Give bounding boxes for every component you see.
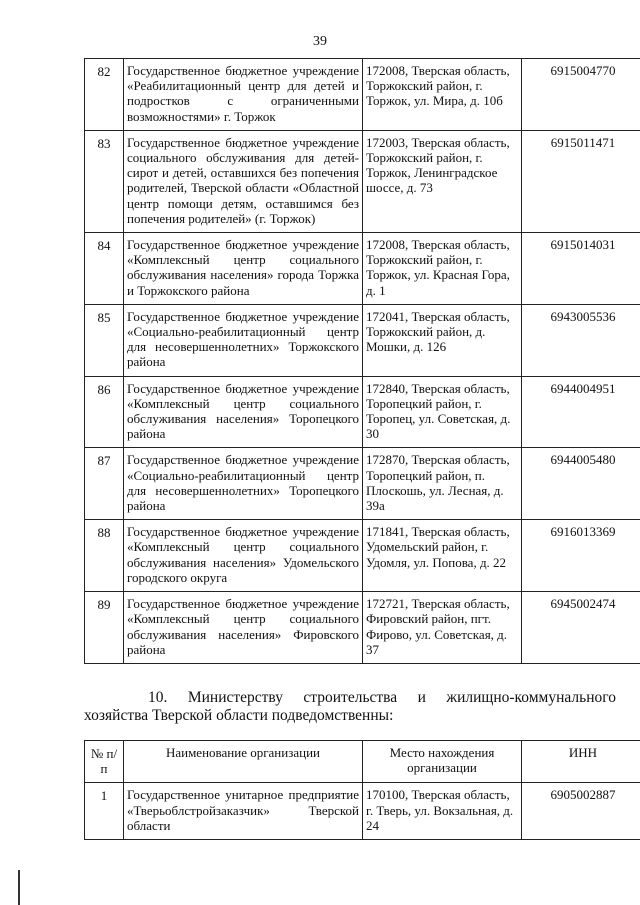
row-address: 170100, Тверская область, г. Тверь, ул. Вокзальная, д. 24 (363, 783, 522, 840)
row-number: 89 (85, 592, 124, 664)
page-number: 39 (313, 34, 327, 49)
row-organization-name: Государственное бюджетное учреждение «Социально-реабилитационный центр для несовершеннолетних» Торопецкого района (124, 448, 363, 520)
header-address: Место нахождения организации (363, 741, 522, 783)
row-address: 172008, Тверская область, Торжокский район, г. Торжок, ул. Мира, д. 10б (363, 59, 522, 131)
row-number: 83 (85, 130, 124, 232)
row-address: 172721, Тверская область, Фировский район, пгт. Фирово, ул. Советская, д. 37 (363, 592, 522, 664)
organizations-table-body (85, 59, 640, 664)
row-organization-name: Государственное бюджетное учреждение «Социально-реабилитационный центр для несовершеннолетних» Торжокского района (124, 304, 363, 376)
table-row (85, 376, 640, 448)
section-heading: 10. Министерству строительства и жилищно-коммунального хозяйства Тверской области подведомственны: (84, 689, 616, 724)
row-inn: 6945002474 (522, 592, 640, 664)
row-number: 88 (85, 520, 124, 592)
table-row (85, 783, 640, 840)
row-number: 87 (85, 448, 124, 520)
row-inn: 6944005480 (522, 448, 640, 520)
row-inn: 6905002887 (522, 783, 640, 840)
row-organization-name: Государственное бюджетное учреждение «Комплексный центр социального обслуживания населения» города Торжка и Торжокского района (124, 233, 363, 305)
row-inn: 6915011471 (522, 130, 640, 232)
row-inn: 6943005536 (522, 304, 640, 376)
row-inn: 6916013369 (522, 520, 640, 592)
header-number: № п/п (85, 741, 124, 783)
row-address: 172840, Тверская область, Торопецкий район, г. Торопец, ул. Советская, д. 30 (363, 376, 522, 448)
organizations-table (84, 58, 640, 664)
row-address: 172003, Тверская область, Торжокский район, г. Торжок, Ленинградское шоссе, д. 73 (363, 130, 522, 232)
table-row (85, 448, 640, 520)
table-row (85, 304, 640, 376)
row-organization-name: Государственное бюджетное учреждение «Комплексный центр социального обслуживания населения» Торопецкого района (124, 376, 363, 448)
table-row (85, 233, 640, 305)
row-address: 172008, Тверская область, Торжокский район, г. Торжок, ул. Красная Гора, д. 1 (363, 233, 522, 305)
row-organization-name: Государственное бюджетное учреждение «Реабилитационный центр для детей и подростков с ограниченными возможностями» г. Торжок (124, 59, 363, 131)
row-inn: 6944004951 (522, 376, 640, 448)
table-row (85, 592, 640, 664)
row-address: 172041, Тверская область, Торжокский район, д. Мошки, д. 126 (363, 304, 522, 376)
row-organization-name: Государственное унитарное предприятие «Тверьоблстройзаказчик» Тверской области (124, 783, 363, 840)
ministry-construction-table (84, 740, 640, 840)
row-organization-name: Государственное бюджетное учреждение «Комплексный центр социального обслуживания населения» Фировского района (124, 592, 363, 664)
scan-edge-mark (18, 870, 20, 905)
row-address: 171841, Тверская область, Удомельский район, г. Удомля, ул. Попова, д. 22 (363, 520, 522, 592)
row-number: 86 (85, 376, 124, 448)
header-name: Наименование организации (124, 741, 363, 783)
row-number: 84 (85, 233, 124, 305)
table-row (85, 59, 640, 131)
row-number: 1 (85, 783, 124, 840)
table-row (85, 520, 640, 592)
row-organization-name: Государственное бюджетное учреждение социального обслуживания для детей-сирот и детей, оставшихся без попечения родителей, Тверской области «Областной центр помощи детям, оставшимся без попечения родителей» (г. Торжок) (124, 130, 363, 232)
row-inn: 6915004770 (522, 59, 640, 131)
table-row (85, 130, 640, 232)
ministry-construction-table-body (85, 783, 640, 840)
row-inn: 6915014031 (522, 233, 640, 305)
header-inn: ИНН (522, 741, 640, 783)
row-number: 85 (85, 304, 124, 376)
row-address: 172870, Тверская область, Торопецкий район, п. Плоскошь, ул. Лесная, д. 39а (363, 448, 522, 520)
row-organization-name: Государственное бюджетное учреждение «Комплексный центр социального обслуживания населения» Удомельского городского округа (124, 520, 363, 592)
table-header-row (85, 741, 640, 783)
row-number: 82 (85, 59, 124, 131)
